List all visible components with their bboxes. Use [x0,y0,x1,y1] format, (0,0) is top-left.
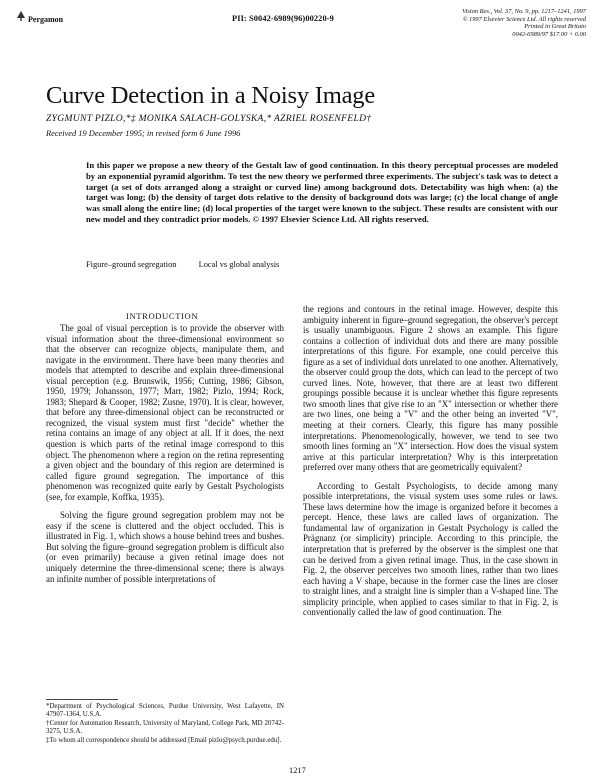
body-paragraph: the regions and contours in the retinal image. However, despite this ambiguity inherent in figure–ground segregation, the observer's percept is usually unambiguous. Figure 2 shows an example. This figure contains a collection of individual dots and there are many possible interpretations of this figure. For example, one could perceive this figure as a set of individual dots unrelated to one another. Alternatively, the observer could group the dots, which can lead to the percept of two curved lines. Note, however, that there are at least two different groupings possible because it is unclear whether this figure represents two smooth lines that give rise to an "X" intersection or whether there are two lines, one being a "V" and the other being an inverted "V", meeting at their corners. Clearly, this figure has many possible interpretations. Phenomenologically, however, we tend to see two smooth lines forming an "X" intersection. How does the visual system arrive at this particular interpretation? Why is this interpretation preferred over many others that are geometrically equivalent? [303,304,558,473]
body-paragraph: According to Gestalt Psychologists, to decide among many possible interpretations, the visual system uses some rules or laws. These laws determine how the image is organized before it becomes a percept. Hence, these laws are called laws of organization. The fundamental law of organization in Gestalt Psychology is called the Prägnanz (or simplicity) principle. According to this principle, the interpretation that is preferred by the observer is the simplest one that can be derived from a given retinal image. Thus, in the case shown in Fig. 2, the observer perceives two smooth lines, rather than two lines each having a V shape, because in the former case the lines are closer to straight lines, and a straight line is simpler than a V-shaped line. The simplicity principle, when applied to cases similar to that in Fig. 2, is conventionally called the law of good continuation. The [303,480,558,618]
footnote: *Department of Psychological Sciences, Purdue University, West Lafayette, IN 47907-1364, U.S.A. [46,703,284,719]
issn-price-line: 0042-6989/97 $17.00 + 0.00 [512,30,586,38]
right-column [303,304,558,618]
journal-info [436,8,586,38]
elsevier-tree-logo-icon [16,10,26,22]
printed-in-line: Printed in Great Britain [524,23,586,31]
keyword: Local vs global analysis [198,260,280,269]
keyword: Figure–ground segregation [86,260,177,269]
journal-citation: Vision Res., Vol. 37, No. 9, pp. 1217–1241, 1997 [462,8,586,15]
publisher-name: Pergamon [28,15,64,24]
left-column [46,323,284,584]
page-number: 1217 [289,766,306,775]
copyright-line: © 1997 Elsevier Science Ltd. All rights reserved [462,15,586,23]
footnote: ‡To whom all correspondence should be addressed [Email pizlo@psych.purdue.edu]. [46,736,282,744]
body-paragraph: Solving the figure ground segregation problem may not be easy if the scene is cluttered and the object occluded. This is illustrated in Fig. 1, which shows a house behind trees and bushes. But solving the figure–ground segregation problem is difficult also (or even primarily) because a given retinal image does not uniquely determine the three-dimensional scene; there is always an infinite number of possible interpretations of [46,510,284,584]
paper-title: Curve Detection in a Noisy Image [46,82,376,109]
footnote-rule [46,699,118,700]
body-paragraph: The goal of visual perception is to provide the observer with visual information about the three-dimensional environment so that the observer can recognize objects, manipulate them, and navigate in the environment. There have been many theories and models that attempted to describe and explain three-dimensional visual perception (e.g. Brunswik, 1956; Cutting, 1986; Gibson, 1950, 1979; Johansson, 1977; Marr, 1982; Pizlo, 1994; Rock, 1983; Shepard & Cooper, 1982; Zusne, 1970). It is clear, however, that before any three-dimensional object can be reconstructed or recognized, the visual system must first "decide" whether the retina contains an image of any object at all. If it does, the next question is which parts of the retinal image correspond to this object. The phenomenon where a region on the retina representing a given object and the boundary of this region are determined is called figure ground segregation. The importance of this phenomenon was recognized quite early by Gestalt Psychologists (see, for example, Koffka, 1935). [46,323,284,502]
section-heading: INTRODUCTION [126,311,199,321]
abstract: In this paper we propose a new theory of the Gestalt law of good continuation. In this theory perceptual processes are modeled by an exponential pyramid algorithm. To test the new theory we performed three experiments. The subject's task was to detect a target (a set of dots arranged along a straight or curved line) among background dots. Detectability was high when: (a) the target was long; (b) the density of target dots relative to the density of background dots was large; (c) the local change of angle was small along the entire line; (d) local properties of the target were known to the subject. These results are consistent with our new model and they contradict prior models. © 1997 Elsevier Science Ltd. All rights reserved. [86,160,558,224]
footnotes [46,703,284,745]
author-list: ZYGMUNT PIZLO,*‡ MONIKA SALACH-GOLYSKA,* AZRIEL ROSENFELD† [46,113,372,124]
keywords [86,260,299,269]
footnote: †Center for Automation Research, University of Maryland, College Park, MD 20742-3275, U.S.A. [46,719,284,736]
pii-identifier: PII: S0042-6989(96)00220-9 [232,14,334,23]
received-dates: Received 19 December 1995; in revised form 6 June 1996 [46,129,241,138]
